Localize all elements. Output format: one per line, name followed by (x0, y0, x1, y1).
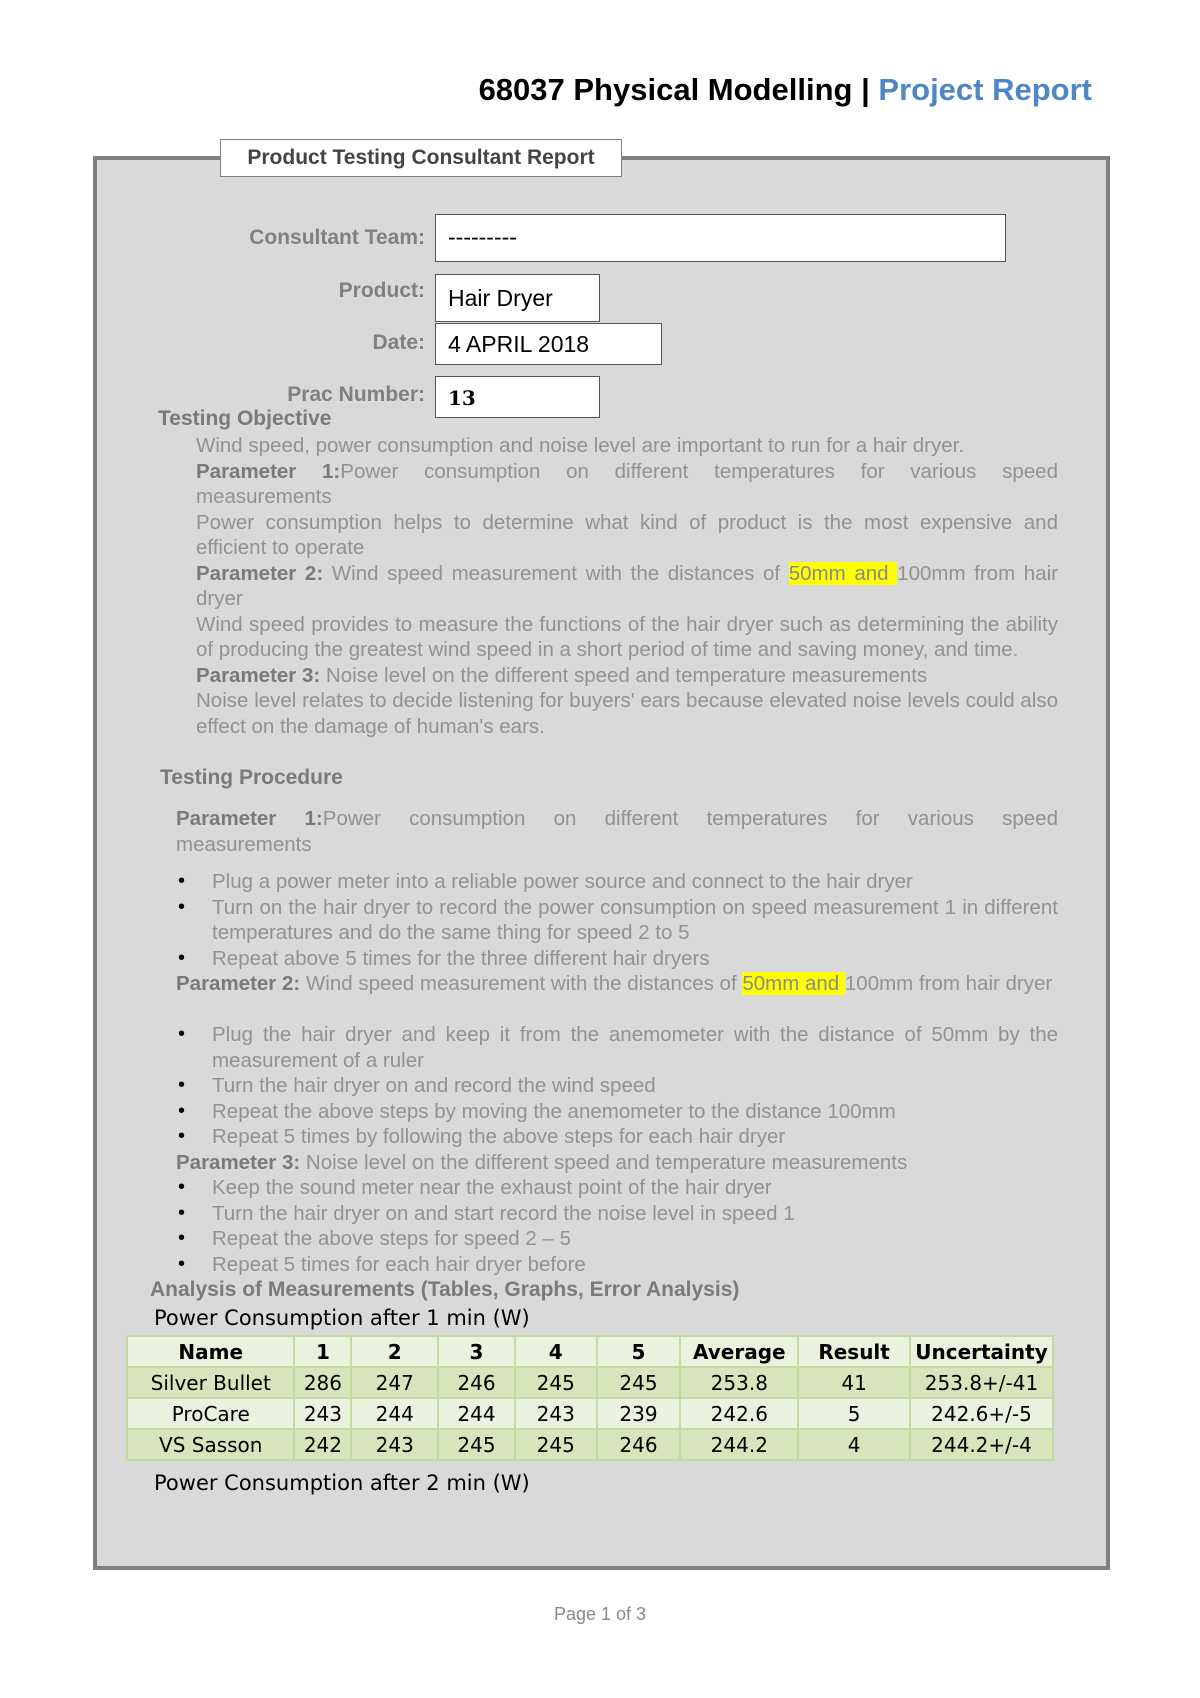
table-row (127, 1398, 1053, 1429)
procedure-p3-text: Noise level on the different speed and temperature measurements (300, 1151, 908, 1174)
table-cell: 246 (597, 1429, 681, 1460)
column-header: 1 (294, 1336, 351, 1367)
column-header: Name (127, 1336, 294, 1367)
objective-p1-text: Power consumption on different temperatures for various speed measurements (196, 459, 1058, 508)
table-cell: 242 (294, 1429, 351, 1460)
list-item: • Repeat the above steps for speed 2 – 5 (176, 1226, 1058, 1252)
table-cell: 246 (438, 1367, 515, 1398)
procedure-parameter-1 (176, 806, 1058, 857)
table-cell: 4 (798, 1429, 910, 1460)
procedure-p2-text: Wind speed measurement with the distances of (300, 972, 743, 995)
highlighted-distance: 50mm and (788, 561, 898, 585)
column-header: 4 (515, 1336, 597, 1367)
table-cell: 245 (515, 1429, 597, 1460)
highlighted-distance: 50mm and (742, 972, 845, 995)
table-cell: 243 (294, 1398, 351, 1429)
procedure-parameter-2 (176, 971, 1058, 997)
list-item: • Plug a power meter into a reliable power source and connect to the hair dryer (176, 869, 1058, 895)
table-header-row (127, 1336, 1053, 1367)
table-cell: 247 (351, 1367, 438, 1398)
prac-number-label: Prac Number: (287, 383, 425, 406)
list-item: • Repeat above 5 times for the three different hair dryers (176, 946, 1058, 972)
consultant-team-field: --------- (435, 214, 1006, 262)
column-header: 2 (351, 1336, 438, 1367)
power-consumption-table (126, 1335, 1054, 1461)
objective-p2-label: Parameter 2: (196, 561, 324, 585)
objective-p3-description: Noise level relates to decide listening for buyers' ears because elevated noise levels could also effect on the damage of human's ears. (196, 689, 1058, 738)
objective-p2-text-end: 100mm from hair dryer (196, 561, 1058, 610)
report-label: Project Report (878, 72, 1092, 107)
column-header: 5 (597, 1336, 681, 1367)
column-header: Uncertainty (910, 1336, 1053, 1367)
table2-caption: Power Consumption after 2 min (W) (154, 1471, 530, 1495)
table-cell: 243 (515, 1398, 597, 1429)
procedure-p3-label: Parameter 3: (176, 1151, 301, 1174)
list-item: • Turn the hair dryer on and record the wind speed (176, 1073, 1058, 1099)
table-cell: 244 (351, 1398, 438, 1429)
table-cell: 244.2+/-4 (910, 1429, 1053, 1460)
list-item: • Turn the hair dryer on and start record the noise level in speed 1 (176, 1201, 1058, 1227)
table-cell: 239 (597, 1398, 681, 1429)
table-cell: 41 (798, 1367, 910, 1398)
objective-section (196, 433, 1058, 739)
table-cell: 243 (351, 1429, 438, 1460)
objective-parameter-3 (196, 663, 1058, 689)
prac-number-field: 13 (435, 376, 600, 418)
objective-p2-description: Wind speed provides to measure the functions of the hair dryer such as determining the ability of producing the greatest wind speed in a short period of time and saving money, and time. (196, 612, 1058, 661)
procedure-p2-text-end: 100mm from hair dryer (844, 972, 1053, 995)
table-cell: 244 (438, 1398, 515, 1429)
table1-caption: Power Consumption after 1 min (W) (154, 1306, 530, 1330)
date-field: 4 APRIL 2018 (435, 323, 662, 365)
table-cell: 244.2 (680, 1429, 798, 1460)
table-row (127, 1429, 1053, 1460)
report-box-title: Product Testing Consultant Report (220, 139, 622, 177)
list-item: • Turn on the hair dryer to record the power consumption on speed measurement 1 in different temperatures and do the same thing for speed 2 to 5 (176, 895, 1058, 946)
list-item: • Repeat 5 times by following the above steps for each hair dryer (176, 1124, 1058, 1150)
objective-p1-label: Parameter 1: (196, 459, 341, 483)
list-item: • Repeat the above steps by moving the anemometer to the distance 100mm (176, 1099, 1058, 1125)
table-cell: 242.6+/-5 (910, 1398, 1053, 1429)
procedure-p1-text: Power consumption on different temperatures for various speed measurements (176, 807, 1058, 856)
table-cell: 245 (438, 1429, 515, 1460)
table-cell: 245 (515, 1367, 597, 1398)
column-header: Average (680, 1336, 798, 1367)
table-row (127, 1367, 1053, 1398)
column-header: Result (798, 1336, 910, 1367)
list-item: • Keep the sound meter near the exhaust point of the hair dryer (176, 1175, 1058, 1201)
procedure-p2-label: Parameter 2: (176, 972, 301, 995)
table-cell: Silver Bullet (127, 1367, 294, 1398)
document-header (479, 72, 1092, 108)
objective-p3-text: Noise level on the different speed and temperature measurements (320, 663, 928, 687)
header-separator: | (861, 72, 870, 107)
list-item: • Repeat 5 times for each hair dryer before (176, 1252, 1058, 1278)
table-cell: 242.6 (680, 1398, 798, 1429)
objective-p3-label: Parameter 3: (196, 663, 321, 687)
objective-parameter-2 (196, 561, 1058, 612)
objective-parameter-1 (196, 459, 1058, 510)
table-cell: VS Sasson (127, 1429, 294, 1460)
date-label: Date: (372, 331, 425, 354)
table-cell: ProCare (127, 1398, 294, 1429)
course-title: 68037 Physical Modelling (478, 72, 853, 107)
page-number: Page 1 of 3 (553, 1604, 647, 1624)
procedure-parameter-3 (176, 1150, 1058, 1176)
procedure-p1-label: Parameter 1: (176, 807, 323, 830)
procedure-p3-steps (176, 1175, 1058, 1277)
column-header: 3 (438, 1336, 515, 1367)
procedure-p2-steps (176, 1022, 1058, 1150)
testing-procedure-heading: Testing Procedure (160, 766, 343, 789)
objective-intro: Wind speed, power consumption and noise level are important to run for a hair dryer. (196, 434, 965, 457)
product-field: Hair Dryer (435, 274, 600, 322)
procedure-p1-steps (176, 869, 1058, 971)
objective-p1-description: Power consumption helps to determine what kind of product is the most expensive and efficient to operate (196, 510, 1058, 559)
table-cell: 245 (597, 1367, 681, 1398)
objective-p2-text: Wind speed measurement with the distances of (323, 561, 789, 585)
table-cell: 253.8+/-41 (910, 1367, 1053, 1398)
testing-objective-heading: Testing Objective (158, 407, 332, 430)
consultant-team-label: Consultant Team: (249, 226, 425, 249)
table-cell: 286 (294, 1367, 351, 1398)
analysis-heading: Analysis of Measurements (Tables, Graphs, Error Analysis) (150, 1278, 740, 1301)
product-label: Product: (338, 279, 425, 302)
list-item: • Plug the hair dryer and keep it from the anemometer with the distance of 50mm by the measurement of a ruler (176, 1022, 1058, 1073)
table-cell: 5 (798, 1398, 910, 1429)
table-cell: 253.8 (680, 1367, 798, 1398)
